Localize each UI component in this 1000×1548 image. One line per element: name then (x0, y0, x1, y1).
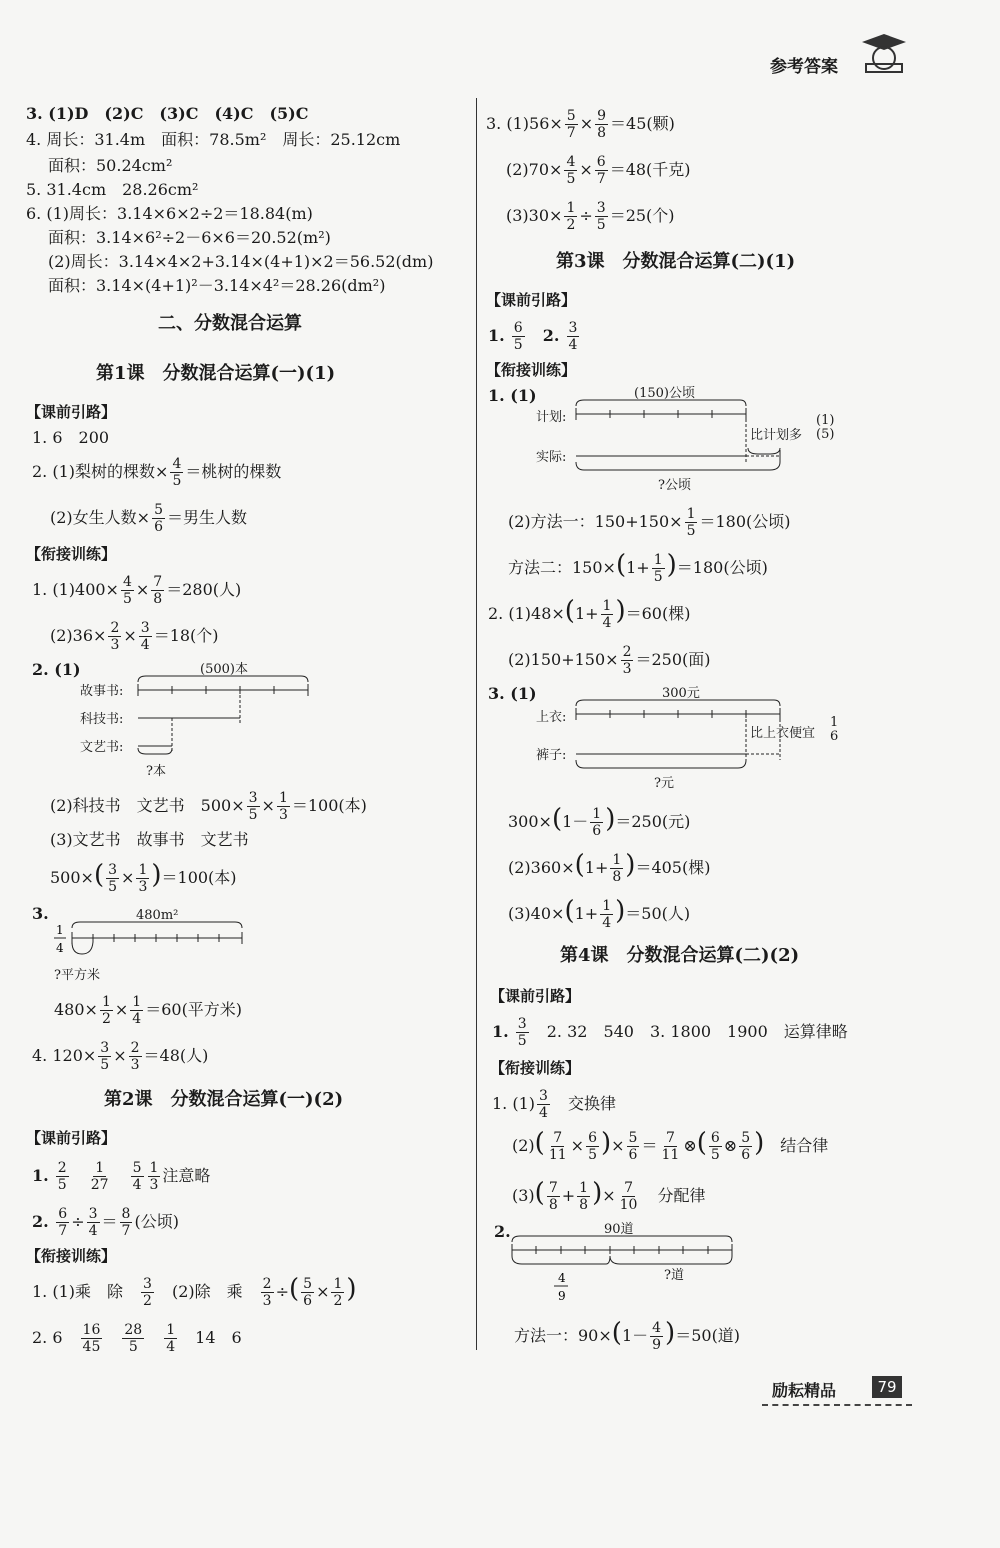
answer-q6d: 面积：3.14×(4+1)²－3.14×4²＝28.26(dm²) (48, 276, 386, 295)
t1-q3: 3. (32, 904, 49, 923)
answer-q6a: 6. (1)周长：3.14×6×2÷2＝18.84(m) (26, 204, 313, 223)
l1-q2a: 2. (1)梨树的棵数× $\frac{4}{5}$ ＝桃树的棵数 (32, 456, 282, 489)
answer-q4a: 4. 周长：31.4m 面积：78.5m² 周长：25.12cm (26, 130, 401, 149)
t1-q1a: 1. (1)400× $\frac{4}{5}$ × $\frac{7}{8}$ ＝280(人) (32, 574, 242, 607)
svg-text:9: 9 (558, 1289, 566, 1303)
l1-q1: 1. 6 200 (32, 428, 110, 447)
footer-brand: 励耘精品 (772, 1381, 837, 1400)
section-pre1: 【课前引路】 (26, 403, 117, 421)
diagram1-label-arts: 文艺书: (80, 740, 124, 755)
t1-q4: 4. 120× $\frac{3}{5}$ × $\frac{2}{3}$ ＝48(人) (32, 1040, 209, 1073)
r4-pre-q: 1. $\frac{3}{5}$ 2. 32 540 3. 1800 1900 运算律略 (492, 1016, 848, 1049)
t1-q3b: 480× $\frac{1}{2}$ × $\frac{1}{4}$ ＝60(平方米) (54, 994, 243, 1027)
r3-diagram2-label-pants: 裤子: (536, 748, 567, 763)
r3-diagram1-fraction: (1) (5) (816, 413, 835, 442)
lesson4-title: 第4课 分数混合运算(二)(2) (560, 945, 800, 966)
r3-diagram2-side: 比上衣便宜 (750, 726, 816, 741)
r3-diagram2-label-top: 上衣: (536, 710, 567, 725)
answer-q3: 3. (1)D (2)C (3)C (4)C (5)C (26, 104, 309, 123)
l2-q2: 2. $\frac{6}{7}$ ÷ $\frac{3}{4}$ ＝ $\frac{8}{7}$ (公顷) (32, 1206, 179, 1239)
section-train4: 【衔接训练】 (490, 1059, 581, 1077)
t2-q2: 2. 6 $\frac{16}{45}$ $\frac{28}{5}$ $\frac{1}{4}$ 14 6 (32, 1322, 242, 1355)
line-segment-diagram-1 (136, 676, 316, 766)
t1-q1b: (2)36× $\frac{2}{3}$ × $\frac{3}{4}$ ＝18(个) (50, 620, 219, 653)
answer-q6c: (2)周长：3.14×4×2+3.14×(4+1)×2＝56.52(dm) (48, 252, 434, 271)
r4-diagram-question: ?道 (664, 1268, 684, 1283)
t1-q2: 2. (1) (32, 660, 81, 679)
r3-diagram1-side: 比计划多 (750, 428, 803, 443)
section-train3: 【衔接训练】 (486, 361, 577, 379)
l2-q1: 1. $\frac{2}{5}$ $\frac{1}{27}$ $\frac{5}{4}$ $\frac{1}{3}$ 注意略 (32, 1160, 211, 1193)
t1-q2c: (3)文艺书 故事书 文艺书 (50, 830, 249, 849)
diagram2-question-label: ?平方米 (54, 968, 100, 983)
r3-q3: 3. (1) (488, 684, 537, 703)
answer-q6b: 面积：3.14×6²÷2－6×6＝20.52(m²) (48, 228, 331, 247)
r3-diagram1-question: ?公顷 (658, 478, 691, 493)
diagram2-total-label: 480m² (136, 908, 179, 923)
r3-pre-q: 1. $\frac{6}{5}$ 2. $\frac{3}{4}$ (488, 320, 578, 353)
svg-text:1: 1 (56, 923, 64, 937)
unit-title: 二、分数混合运算 (158, 313, 302, 334)
lesson1-title: 第1课 分数混合运算(一)(1) (96, 363, 336, 384)
r3-q1c: 方法二：150×(1+ $\frac{1}{5}$ )＝180(公顷) (508, 550, 768, 585)
t2-q1: 1. (1)乘 除 $\frac{3}{2}$ (2)除 乘 $\frac{2}{3}$ ÷( $\frac{5}{6}$ × $\frac{1}{2}$ ) (32, 1274, 357, 1309)
diagram1-question-label: ?本 (146, 764, 166, 779)
r3-q3b: 300×(1－ $\frac{1}{6}$ )＝250(元) (508, 804, 691, 839)
svg-text:4: 4 (56, 941, 64, 955)
section-pre4: 【课前引路】 (490, 987, 581, 1005)
t1-q2b: (2)科技书 文艺书 500× $\frac{3}{5}$ × $\frac{1}{3}$ ＝100(本) (50, 790, 367, 823)
diagram1-label-science: 科技书: (80, 712, 124, 727)
r-q3c: (3)30× $\frac{1}{2}$ ÷ $\frac{3}{5}$ ＝25(个) (506, 200, 675, 233)
r4-q1b: (2)( $\frac{7}{11}$ × $\frac{6}{5}$ )× $\frac{5}{6}$ ＝ $\frac{7}{11}$ ⊗( $\frac{6}{5}$ ⊗ $\frac{5}{6}$ ) 结合律 (512, 1128, 829, 1163)
r4-q2b: 方法一：90×(1－ $\frac{4}{9}$ )＝50(道) (514, 1318, 741, 1353)
r4-q2: 2. (494, 1222, 511, 1241)
answer-q4b: 面积：50.24cm² (48, 156, 173, 175)
lesson2-title: 第2课 分数混合运算(一)(2) (104, 1089, 344, 1110)
lesson3-title: 第3课 分数混合运算(二)(1) (556, 251, 796, 272)
r3-diagram2-question: ?元 (654, 776, 674, 791)
r3-q2a: 2. (1)48×(1+ $\frac{1}{4}$ )＝60(棵) (488, 596, 691, 631)
line-segment-diagram-3 (574, 400, 824, 480)
section-train2: 【衔接训练】 (26, 1247, 117, 1265)
section-train1: 【衔接训练】 (26, 545, 117, 563)
r3-q1: 1. (1) (488, 386, 537, 405)
diagram1-total-label: (500)本 (200, 662, 248, 677)
r3-q3d: (3)40×(1+ $\frac{1}{4}$ )＝50(人) (508, 896, 691, 931)
r3-diagram1-label-actual: 实际: (536, 450, 567, 465)
page-number: 79 (872, 1376, 902, 1398)
student-mascot-icon (858, 30, 910, 74)
r3-diagram2-fraction: 1 6 (830, 715, 839, 744)
r-q3b: (2)70× $\frac{4}{5}$ × $\frac{6}{7}$ ＝48(千克) (506, 154, 691, 187)
r3-diagram1-label-plan: 计划: (536, 410, 567, 425)
section-pre2: 【课前引路】 (26, 1129, 117, 1147)
r3-q3c: (2)360×(1+ $\frac{1}{8}$ )＝405(棵) (508, 850, 711, 885)
r3-diagram1-total: (150)公顷 (634, 386, 695, 401)
r4-q1a: 1. (1) $\frac{3}{4}$ 交换律 (492, 1088, 616, 1121)
answer-q5: 5. 31.4cm 28.26cm² (26, 180, 199, 199)
section-pre3: 【课前引路】 (486, 291, 577, 309)
svg-text:4: 4 (558, 1271, 566, 1285)
line-segment-diagram-2 (50, 920, 250, 970)
t1-q2d: 500×( $\frac{3}{5}$ × $\frac{1}{3}$ )＝100(本) (50, 860, 237, 895)
r4-diagram-total: 90道 (604, 1222, 634, 1237)
l1-q2b: (2)女生人数× $\frac{5}{6}$ ＝男生人数 (50, 502, 248, 535)
r4-q1c: (3)( $\frac{7}{8}$ + $\frac{1}{8}$ )× $\frac{7}{10}$ 分配律 (512, 1178, 706, 1213)
diagram1-label-story: 故事书: (80, 684, 124, 699)
column-divider (476, 98, 477, 1350)
page-header-title: 参考答案 (770, 57, 838, 77)
line-segment-diagram-4 (574, 700, 824, 780)
r3-q1b: (2)方法一：150+150× $\frac{1}{5}$ ＝180(公顷) (508, 506, 791, 539)
r3-q2b: (2)150+150× $\frac{2}{3}$ ＝250(面) (508, 644, 711, 677)
line-segment-diagram-5 (510, 1236, 740, 1306)
r-q3a: 3. (1)56× $\frac{5}{7}$ × $\frac{9}{8}$ ＝45(颗) (486, 108, 675, 141)
r3-diagram2-total: 300元 (662, 686, 700, 701)
